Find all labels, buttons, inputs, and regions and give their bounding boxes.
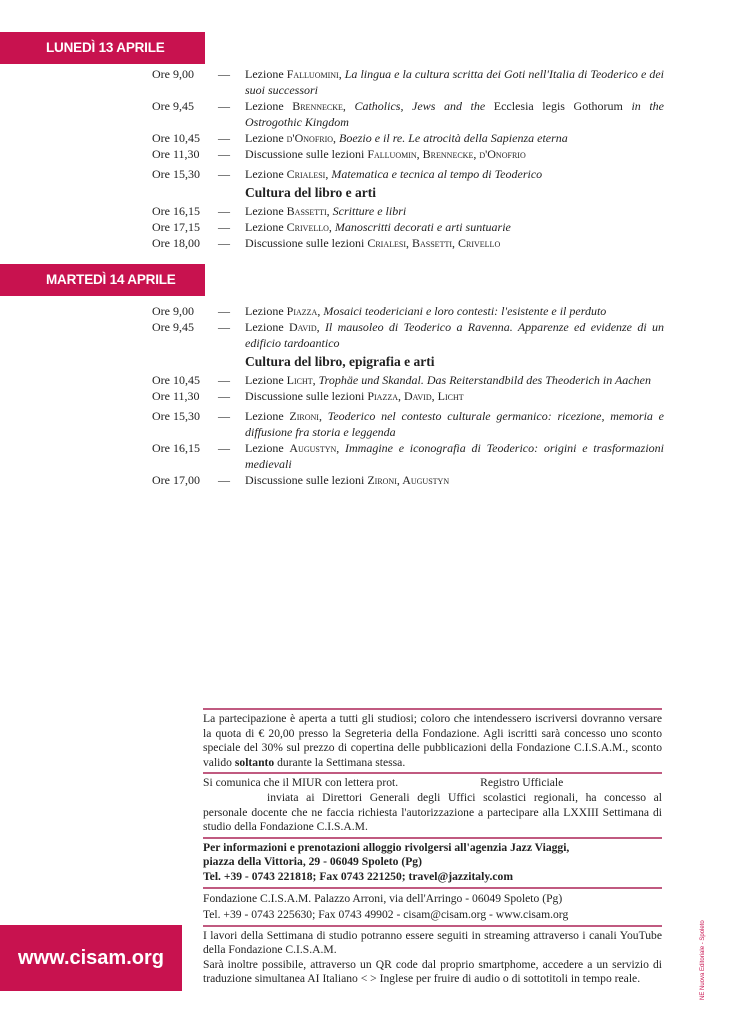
session-type: Lezione [245,167,287,181]
dash: — [218,304,230,318]
speaker-name: Crivello [286,220,329,234]
schedule-row [152,388,664,404]
speaker-name: David [288,320,317,334]
session-description [245,166,664,182]
info-section [203,706,662,987]
travel-line-1: Per informazioni e prenotazioni alloggio rivolgersi all'agenzia Jazz Viaggi, [203,840,570,854]
speaker-name: Falluomin, Brennecke, d'Onofrio [367,147,526,161]
divider [203,708,662,710]
schedule-row [152,440,664,472]
session-description [245,66,664,98]
lecture-title-part: Il mausoleo di Teoderico a Ravenna. Apparenze ed evidenze di un edificio tardoantico [245,320,664,350]
section-heading: Cultura del libro e arti [245,185,376,200]
dash: — [218,131,230,145]
session-description [245,235,664,251]
speaker-name: Crialesi, Bassetti, Crivello [367,236,501,250]
lecture-title-part: , [333,131,340,145]
dash: — [218,147,230,161]
session-description [245,472,664,488]
schedule-tuesday [152,303,664,488]
lecture-title-part: La lingua e la cultura scritta dei Goti nell'Italia di Teoderico e dei suoi successori [245,67,664,97]
lecture-title-part: Catholics, Jews and the [354,99,494,113]
session-time: Ore 11,30 [152,389,200,403]
day-header-tuesday: MARTEDÌ 14 APRILE [0,264,205,296]
speaker-name: Zironi [289,409,319,423]
website-banner[interactable]: www.cisam.org [0,925,182,991]
travel-line-3: Tel. +39 - 0743 221818; Fax 0743 221250; travel@jazzitaly.com [203,869,513,883]
translation-text: Sarà inoltre possibile, attraverso un QR code dal proprio smartphome, accedere a un servizio di traduzione simultanea AI Italiano < > Inglese per fruire di audio o di sottotitoli in tempo reale. [203,957,662,986]
foundation-info [203,891,662,923]
speaker-name: d'Onofrio [286,131,334,145]
speaker-name: Crialesi [286,167,326,181]
speaker-name: Piazza, David, Licht [367,389,464,403]
session-description [245,388,664,404]
session-time: Ore 17,00 [152,473,200,487]
travel-line-2: piazza della Vittoria, 29 - 06049 Spoleto (Pg) [203,855,422,869]
lecture-title-part: , [328,220,335,234]
session-description [245,98,664,130]
session-time: Ore 9,00 [152,67,194,81]
session-time: Ore 10,45 [152,373,200,387]
lecture-title-part: Ecclesia legis Gothorum [493,99,632,113]
divider [203,887,662,889]
miur-text-2: inviata ai Direttori Generali degli Uffici scolastici regionali, ha concesso al personale docente che ne faccia richiesta l'autorizzazione a partecipare alla LXXIII Settimana di studio della Fondazione C.I.S.A.M. [203,790,662,834]
dash: — [218,409,230,423]
participation-note [203,712,662,770]
session-type: Lezione [245,220,287,234]
miur-registry: Registro Ufficiale [480,776,564,790]
session-time: Ore 17,15 [152,220,200,234]
miur-note [203,776,662,834]
session-type: Lezione [245,67,287,81]
session-description [245,219,664,235]
session-description [245,303,664,319]
lecture-title-part: , [325,167,332,181]
schedule-row [152,66,664,98]
lecture-title-part: , [338,67,345,81]
session-type: Lezione [245,441,290,455]
session-time: Ore 11,30 [152,147,200,161]
divider [203,837,662,839]
lecture-title-part: , [316,320,325,334]
streaming-note [203,929,662,987]
lecture-title-part: Matematica e tecnica al tempo di Teoderico [331,167,543,181]
day-header-monday: LUNEDÌ 13 APRILE [0,32,205,64]
lecture-title-part: , [326,204,333,218]
schedule-row [152,319,664,351]
travel-info [203,841,662,885]
session-type: Lezione [245,204,287,218]
lecture-title-part: , [317,304,324,318]
session-time: Ore 16,15 [152,441,200,455]
speaker-name: Falluomini [286,67,339,81]
session-description [245,130,664,146]
session-description [245,319,664,351]
schedule-row [152,203,664,219]
schedule-row [152,166,664,182]
session-type: Discussione sulle lezioni [245,147,368,161]
lecture-title-part: Boezio e il re. Le atrocità della Sapienza eterna [339,131,568,145]
session-type: Discussione sulle lezioni [245,389,368,403]
foundation-contacts: Tel. +39 - 0743 225630; Fax 0743 49902 - cisam@cisam.org - www.cisam.org [203,907,569,921]
speaker-name: Zironi, Augustyn [367,473,450,487]
speaker-name: Licht [286,373,313,387]
printer-credit: NE Nuova Editoriale - Spoleto [700,920,706,1000]
schedule-monday [152,66,664,251]
lecture-title-part: Trophäe und Skandal. Das Reiterstandbild des Theoderich in Aachen [318,373,651,387]
session-time: Ore 16,15 [152,204,200,218]
foundation-address: Fondazione C.I.S.A.M. Palazzo Arroni, via dell'Arringo - 06049 Spoleto (Pg) [203,891,563,905]
session-description [245,372,664,388]
dash: — [218,99,230,113]
speaker-name: Piazza [286,304,318,318]
dash: — [218,204,230,218]
dash: — [218,441,230,455]
section-heading: Cultura del libro, epigrafia e arti [245,354,435,369]
lecture-title-part: , [318,409,328,423]
schedule-row [152,408,664,440]
dash: — [218,67,230,81]
dash: — [218,473,230,487]
divider [203,925,662,927]
dash: — [218,373,230,387]
session-description [245,408,664,440]
session-time: Ore 9,45 [152,99,194,113]
participation-text-end: durante la Settimana stessa. [274,755,406,769]
lecture-title-part: in the Ostrogothic Kingdom [245,99,665,129]
participation-text: La partecipazione è aperta a tutti gli studiosi; coloro che intendessero iscriversi dovranno versare la quota di € 20,00 presso la Segreteria della Fondazione. Agli iscritti sarà concesso uno sconto speciale del 30% sul prezzo di copertina delle pubblicazioni della Fondazione C.I.S.A.M., sconto valido [203,712,662,769]
session-time: Ore 9,45 [152,320,194,334]
miur-text: Si comunica che il MIUR con lettera prot. [203,776,399,790]
session-time: Ore 18,00 [152,236,200,250]
session-description [245,440,664,472]
lecture-title-part: Manoscritti decorati e arti suntuarie [334,220,511,234]
speaker-name: Brennecke [292,99,343,113]
schedule-row [152,98,664,130]
session-time: Ore 15,30 [152,409,200,423]
dash: — [218,220,230,234]
speaker-name: Augustyn [289,441,337,455]
lecture-title-part: , [312,373,319,387]
lecture-title-part: Teoderico nel contesto culturale germanico: ricezione, memoria e diffusione fra storia e leggenda [245,409,664,439]
session-time: Ore 9,00 [152,304,194,318]
session-type: Lezione [245,99,293,113]
dash: — [218,236,230,250]
lecture-title-part: Mosaici teodericiani e loro contesti: l'esistente e il perduto [323,304,607,318]
lecture-title-part: , [336,441,345,455]
schedule-row [152,219,664,235]
session-type: Discussione sulle lezioni [245,236,368,250]
schedule-row [152,146,664,162]
divider [203,772,662,774]
session-type: Lezione [245,304,287,318]
session-description [245,203,664,219]
session-type: Discussione sulle lezioni [245,473,368,487]
schedule-row [152,235,664,251]
dash: — [218,320,230,334]
streaming-text: I lavori della Settimana di studio potranno essere seguiti in streaming attraverso i canali YouTube della Fondazione C.I.S.A.M. [203,928,662,957]
session-time: Ore 15,30 [152,167,200,181]
session-time: Ore 10,45 [152,131,200,145]
lecture-title-part: , [342,99,355,113]
speaker-name: Bassetti [286,204,327,218]
session-type: Lezione [245,320,289,334]
participation-bold: soltanto [234,755,275,769]
session-description [245,146,664,162]
schedule-row [152,472,664,488]
lecture-title-part: Scritture e libri [332,204,407,218]
session-type: Lezione [245,131,287,145]
session-type: Lezione [245,409,290,423]
dash: — [218,389,230,403]
lecture-title-part: Immagine e iconografia di Teoderico: origini e trasformazioni medievali [245,441,664,471]
schedule-row [152,303,664,319]
session-type: Lezione [245,373,287,387]
schedule-row [152,130,664,146]
dash: — [218,167,230,181]
schedule-row [152,372,664,388]
